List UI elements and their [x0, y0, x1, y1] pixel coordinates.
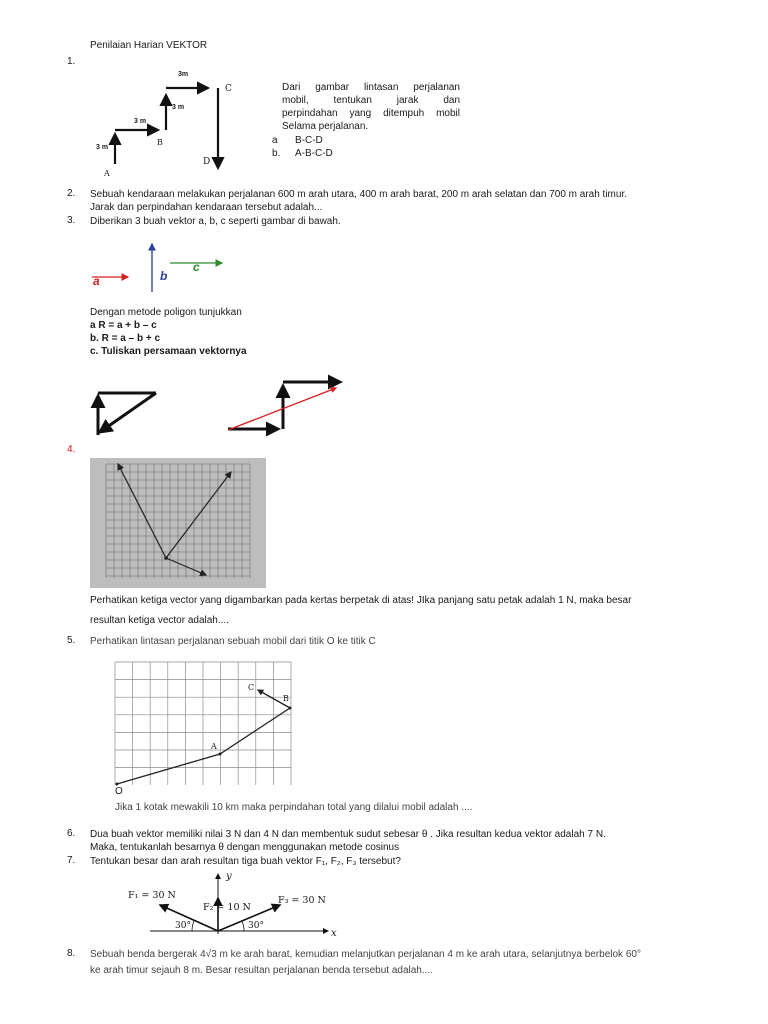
q3-number: 3. — [67, 215, 76, 226]
q3-text: Diberikan 3 buah vektor a, b, c seperti gambar di bawah. — [90, 216, 341, 227]
q7-angle-left: 30° — [175, 921, 191, 931]
q3-item-b: b. R = a – b + c — [90, 333, 161, 344]
page-title: Penilaian Harian VEKTOR — [90, 40, 208, 51]
q1-number: 1. — [67, 56, 76, 67]
q4-number: 4. — [67, 444, 76, 455]
q7-angle-right: 30° — [248, 921, 264, 931]
q1-text-line-3: perpindahan yang ditempuh mobil — [282, 108, 460, 119]
q7-text: Tentukan besar dan arah resultan tiga buah vektor F₁, F₂, F₃ tersebut? — [90, 856, 401, 867]
q1-option-a-letter: a — [272, 135, 278, 146]
q4-grid-image — [90, 458, 266, 588]
q6-line-2: Maka, tentukanlah besarnya θ dengan menggunakan metode cosinus — [90, 842, 400, 853]
q3-polygon-figures — [90, 372, 360, 444]
q1-label-mid-3m: 3 m — [134, 118, 147, 125]
q5-point-a: A — [211, 742, 217, 751]
q4-line-2: resultan ketiga vector adalah.... — [90, 615, 229, 626]
q8-number: 8. — [67, 948, 76, 959]
q5-caption: Jika 1 kotak mewakili 10 km maka perpindahan total yang dilalui mobil adalah .... — [115, 802, 473, 813]
q1-point-a: A — [104, 169, 110, 178]
q5-path — [117, 708, 290, 784]
q5-text: Perhatikan lintasan perjalanan sebuah mobil dari titik O ke titik C — [90, 636, 376, 647]
q2-line-2: Jarak dan perpindahan kendaraan tersebut adalah... — [90, 202, 323, 213]
q1-text-line-1: Dari gambar lintasan perjalanan — [282, 82, 460, 93]
q1-option-a-text: B-C-D — [295, 135, 323, 146]
q1-point-d: D — [203, 157, 211, 167]
q3-label-b: b — [160, 269, 168, 283]
q2-number: 2. — [67, 188, 76, 199]
q8-line-1: Sebuah benda bergerak 4√3 m ke arah barat, kemudian melanjutkan perjalanan 4 m ke arah utara, selanjutnya berbelok 60° — [90, 949, 641, 960]
q7-f2-label: F₂ = 10 N — [203, 902, 251, 913]
q7-angle-arc-right — [242, 921, 244, 931]
q1-text-line-2: mobil, tentukan jarak dan — [282, 95, 460, 106]
q3-vector-diagram — [90, 240, 240, 295]
q6-line-1: Dua buah vektor memiliki nilai 3 N dan 4 N dan membentuk sudut sebesar θ . Jika resultan kedua vektor adalah 7 N. — [90, 829, 606, 840]
q6-number: 6. — [67, 828, 76, 839]
q1-label-left-3m: 3 m — [96, 144, 109, 151]
q5-point-b: B — [283, 694, 289, 703]
q7-axis-y: y — [226, 871, 232, 882]
q5-point-c: C — [248, 683, 255, 692]
q1-point-b: B — [157, 138, 163, 147]
q1-path-diagram — [100, 70, 240, 180]
q7-f1-label: F₁ = 30 N — [128, 890, 176, 901]
q3-label-c: c — [193, 260, 200, 274]
q7-angle-arc-left — [192, 921, 194, 931]
q3-label-a: a — [93, 274, 100, 288]
q5-number: 5. — [67, 635, 76, 646]
q5-point-o: O — [115, 786, 123, 797]
q3-method: Dengan metode poligon tunjukkan — [90, 307, 242, 318]
q1-label-right-3m: 3 m — [172, 104, 185, 111]
q7-number: 7. — [67, 855, 76, 866]
q8-line-2: ke arah timur sejauh 8 m. Besar resultan perjalanan benda tersebut adalah.... — [90, 965, 433, 976]
q1-option-b-text: A-B-C-D — [295, 148, 333, 159]
q3-fig1-diag — [100, 393, 156, 432]
q3-item-a: a R = a + b – c — [90, 320, 157, 331]
q1-point-c: C — [225, 84, 232, 94]
q5-grid-diagram — [115, 662, 295, 787]
q1-label-top-3m: 3m — [178, 71, 189, 78]
q7-axis-x: x — [331, 928, 337, 939]
q2-line-1: Sebuah kendaraan melakukan perjalanan 600 m arah utara, 400 m arah barat, 200 m arah selatan dan 700 m arah timur. — [90, 189, 628, 200]
q7-f3-label: F₃ = 30 N — [278, 895, 326, 906]
q3-item-c: c. Tuliskan persamaan vektornya — [90, 346, 247, 357]
q4-line-1: Perhatikan ketiga vector yang digambarkan pada kertas berpetak di atas! JIka panjang satu petak adalah 1 N, maka besar — [90, 595, 632, 606]
q1-option-b-letter: b. — [272, 148, 281, 159]
q1-text-line-4: Selama perjalanan. — [282, 121, 369, 132]
